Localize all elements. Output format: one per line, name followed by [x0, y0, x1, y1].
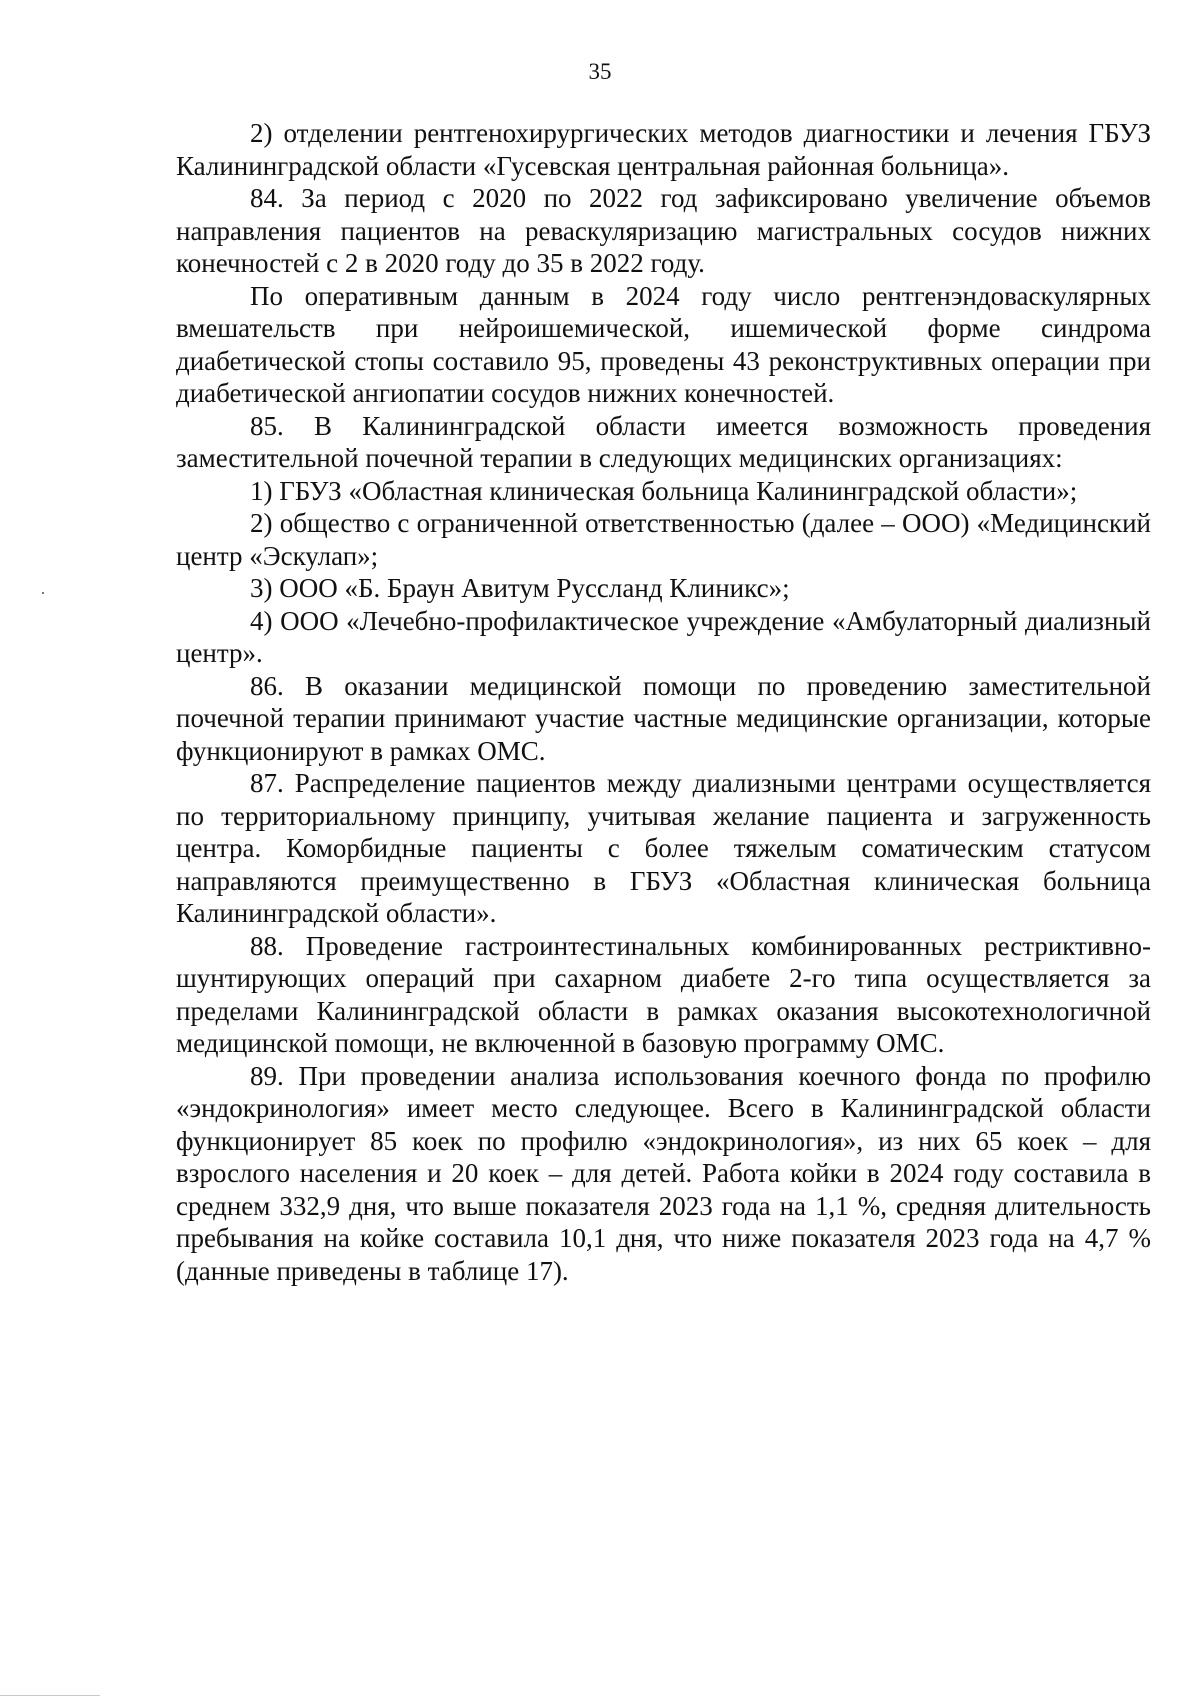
scan-artifact-line	[0, 1695, 100, 1696]
paragraph-88-surgery: 88. Проведение гастроинтестинальных комбинированных рестриктивно-шунтирующих операций при сахарном диабете 2-го типа осуществляется за пределами Калининградской области в рамках оказания высокотехнологичной медицинской помощи, не включенной в базовую программу ОМС.	[176, 930, 1151, 1058]
list-item-esculap-center: 2) общество с ограниченной ответственностью (далее – ООО) «Медицинский центр «Эскулап»;	[176, 508, 1151, 571]
scan-artifact-dot	[42, 592, 44, 594]
paragraph-87-patient-distribution: 87. Распределение пациентов между диализными центрами осуществляется по территориальному принципу, учитывая желание пациента и загруженность центра. Коморбидные пациенты с более тяжелым соматическим статусом направляются преимущественно в ГБУЗ «Областная клиническая больница Калининградской области».	[176, 768, 1151, 928]
paragraph-86-private-organizations: 86. В оказании медицинской помощи по проведению заместительной почечной терапии принимают участие частные медицинские организации, которые функционируют в рамках ОМС.	[176, 670, 1151, 766]
list-item-regional-hospital: 1) ГБУЗ «Областная клиническая больница Калининградской области»;	[250, 475, 1078, 506]
paragraph-89-bed-capacity: 89. При проведении анализа использования коечного фонда по профилю «эндокринология» имеет место следующее. Всего в Калининградской области функционирует 85 коек по профилю «эндокринология», из них 65 коек – для взрослого населения и 20 коек – для детей. Работа койки в 2024 году составила в среднем 332,9 дня, что выше показателя 2023 года на 1,1 %, средняя длительность пребывания на койке составила 10,1 дня, что ниже показателя 2023 года на 4,7 % (данные приведены в таблице 17).	[176, 1060, 1151, 1286]
paragraph-84-revascularization: 84. За период с 2020 по 2022 год зафиксировано увеличение объемов направления пациентов на реваскуляризацию магистральных сосудов нижних конечностей с 2 в 2020 году до 35 в 2022 году.	[176, 183, 1151, 278]
list-item-braun-avitum: 3) ООО «Б. Браун Авитум Руссланд Клиникс»;	[250, 573, 790, 603]
paragraph-85-renal-therapy: 85. В Калининградской области имеется возможность проведения заместительной почечной терапии в следующих медицинских организациях:	[176, 410, 1151, 473]
paragraph-operative-data-2024: По оперативным данным в 2024 году число рентгенэндоваскулярных вмешательств при нейроишемической, ишемической форме синдрома диабетической стопы составило 95, проведены 43 реконструктивных операции при диабетической ангиопатии сосудов нижних конечностей.	[176, 280, 1151, 408]
paragraph-item-2-department: 2) отделении рентгенохирургических методов диагностики и лечения ГБУЗ Калининградской области «Гусевская центральная районная больница».	[176, 118, 1151, 181]
page-body	[176, 117, 1151, 1287]
page-number: 35	[588, 59, 612, 84]
list-item-dialysis-center: 4) ООО «Лечебно-профилактическое учреждение «Амбулаторный диализный центр».	[176, 605, 1151, 668]
